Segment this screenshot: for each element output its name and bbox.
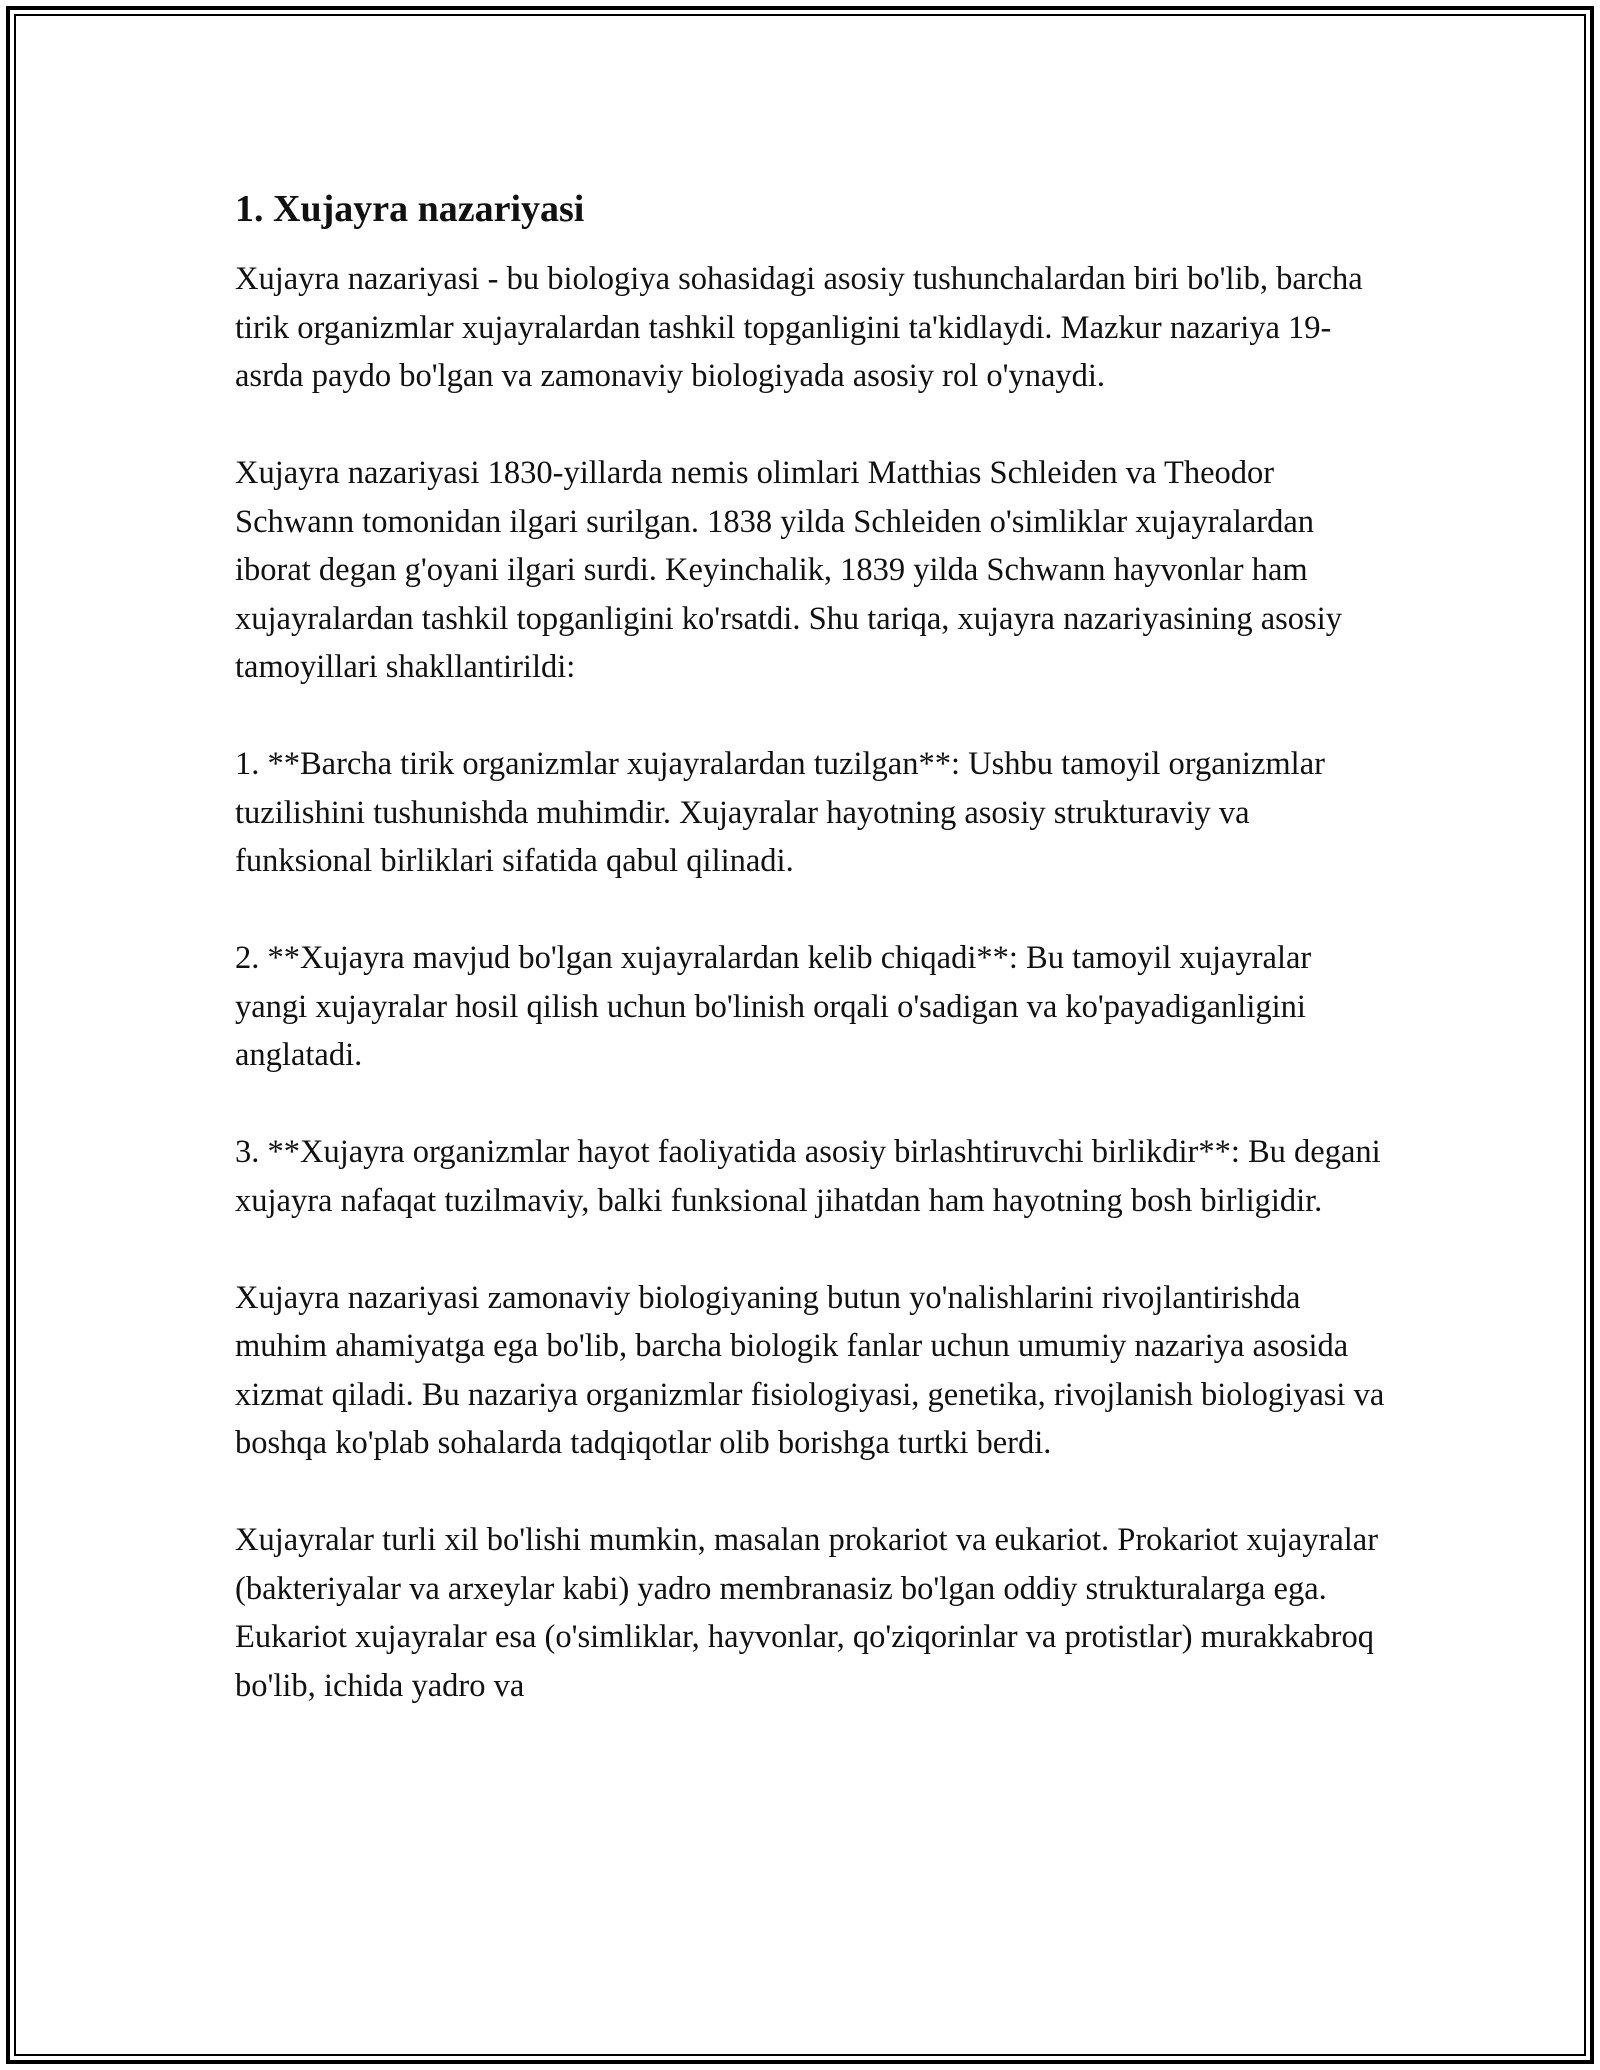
paragraph-intro: Xujayra nazariyasi - bu biologiya sohasidagi asosiy tushunchalardan biri bo'lib, barcha tirik organizmlar xujayralardan tashkil topganligini ta'kidlaydi. Mazkur nazariya 19-asrda paydo bo'lgan va zamonaviy biologiyada asosiy rol o'ynaydi. [235,261,1363,394]
section-heading: 1. Xujayra nazariyasi [235,188,585,230]
document-body [235,185,1385,1710]
paragraph-history: Xujayra nazariyasi 1830-yillarda nemis olimlari Matthias Schleiden va Theodor Schwann tomonidan ilgari surilgan. 1838 yilda Schleiden o'simliklar xujayralardan iborat degan g'oyani ilgari surdi. Keyinchalik, 1839 yilda Schwann hayvonlar ham xujayralardan tashkil topganligini ko'rsatdi. Shu tariqa, xujayra nazariyasining asosiy tamoyillari shakllantirildi: [235,455,1342,685]
paragraph-principle-3: 3. **Xujayra organizmlar hayot faoliyatida asosiy birlashtiruvchi birlikdir**: Bu degani xujayra nafaqat tuzilmaviy, balki funksional jihatdan ham hayotning bosh birligidir. [235,1134,1381,1219]
paragraph-cell-types: Xujayralar turli xil bo'lishi mumkin, masalan prokariot va eukariot. Prokariot xujayralar (bakteriyalar va arxeylar kabi) yadro membranasiz bo'lgan oddiy strukturalarga ega. Eukariot xujayralar esa (o'simliklar, hayvonlar, qo'ziqorinlar va protistlar) murakkabroq bo'lib, ichida yadro va [235,1522,1379,1704]
paragraph-significance: Xujayra nazariyasi zamonaviy biologiyaning butun yo'nalishlarini rivojlantirishda muhim ahamiyatga ega bo'lib, barcha biologik fanlar uchun umumiy nazariya asosida xizmat qiladi. Bu nazariya organizmlar fisiologiyasi, genetika, rivojlanish biologiyasi va boshqa ko'plab sohalarda tadqiqotlar olib borishga turtki berdi. [235,1279,1385,1461]
paragraph-principle-1: 1. **Barcha tirik organizmlar xujayralardan tuzilgan**: Ushbu tamoyil organizmlar tuzilishini tushunishda muhimdir. Xujayralar hayotning asosiy strukturaviy va funksional birliklari sifatida qabul qilinadi. [235,746,1325,879]
paragraph-principle-2: 2. **Xujayra mavjud bo'lgan xujayralardan kelib chiqadi**: Bu tamoyil xujayralar yangi xujayralar hosil qilish uchun bo'linish orqali o'sadigan va ko'payadiganligini anglatadi. [235,940,1312,1073]
